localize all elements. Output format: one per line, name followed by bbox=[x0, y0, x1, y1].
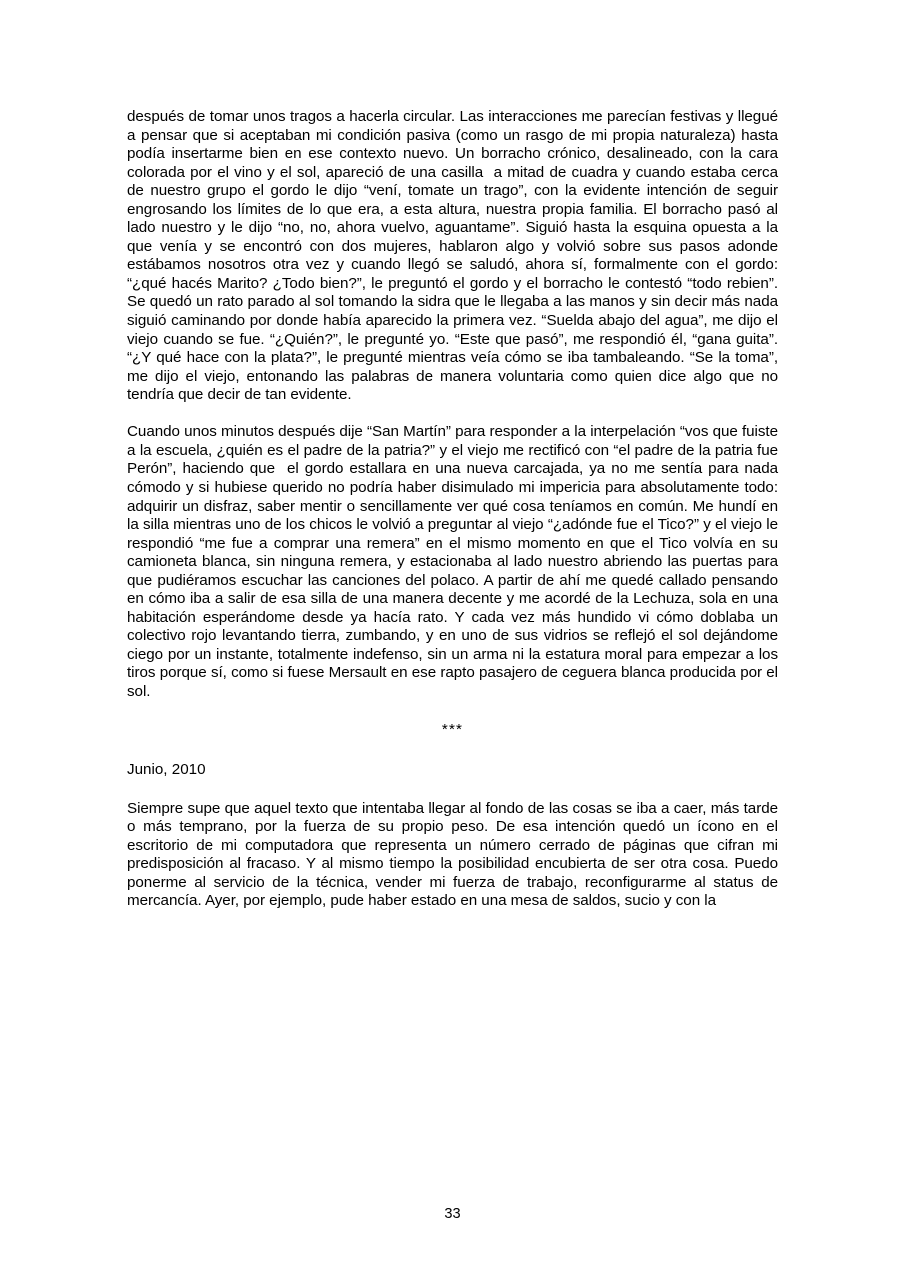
separator-spacer-bottom bbox=[127, 739, 778, 761]
paragraph-1: después de tomar unos tragos a hacerla circular. Las interacciones me parecían festivas y llegué a pensar que si aceptaban mi condición pasiva (como un rasgo de mi propia naturaleza) hasta podía insertarme bien en ese contexto nuevo. Un borracho crónico, desalineado, con la cara colorada por el vino y el sol, apareció de una casilla a mitad de cuadra y cuando estaba cerca de nuestro grupo el gordo le dijo “vení, tomate un trago”, con la evidente intención de seguir engrosando los límites de lo que era, a esta altura, nuestra propia familia. El borracho pasó al lado nuestro y le dijo “no, no, ahora vuelvo, aguantame”. Siguió hasta la esquina opuesta a la que venía y se encontró con dos mujeres, hablaron algo y volvió sobre sus pasos adonde estábamos nosotros otra vez y cuando llegó se saludó, ahora sí, formalmente con el gordo: “¿qué hacés Marito? ¿Todo bien?”, le preguntó el gordo y el borracho le contestó “todo rebien”. Se quedó un rato parado al sol tomando la sidra que le llegaba a las manos y sin decir más nada siguió caminando por donde había aparecido la primera vez. “Suelda abajo del agua”, me dijo el viejo cuando se fue. “¿Quién?”, le pregunté yo. “Este que pasó”, me respondió él, “gana guita”. “¿Y qué hace con la plata?”, le pregunté mientras veía cómo se iba tambaleando. “Se la toma”, me dijo el viejo, entonando las palabras de manera voluntaria como quien dice algo que no tendría que decir de tan evidente. bbox=[127, 108, 783, 404]
date-line: Junio, 2010 bbox=[127, 761, 206, 779]
paragraph-spacer bbox=[127, 405, 778, 424]
paragraph-3: Siempre supe que aquel texto que intentaba llegar al fondo de las cosas se iba a caer, más tarde o más temprano, por la fuerza de su propio peso. De esa intención quedó un ícono en el escritorio de mi computadora que representa un número cerrado de páginas que cifran mi predisposición al fracaso. Y al mismo tiempo la posibilidad encubierta de ser otra cosa. Puedo ponerme al servicio de la técnica, vender mi fuerza de trabajo, reconfigurarme al status de mercancía. Ayer, por ejemplo, pude haber estado en una mesa de saldos, sucio y con la bbox=[127, 799, 783, 910]
paragraph-2: Cuando unos minutos después dije “San Martín” para responder a la interpelación “vos que fuiste a la escuela, ¿quién es el padre de la patria?” y el viejo me rectificó con “el padre de la patria fue Perón”, haciendo que el gordo estallara en una nueva carcajada, ya no me sentía para nada cómodo y si hubiese querido no podría haber disimulado mi impericia para absolutamente todo: adquirir un disfraz, saber mentir o sencillamente ver qué cosa teníamos en común. Me hundí en la silla mientras uno de los chicos le volvió a preguntar al viejo “¿adónde fue el Tico?” y el viejo le respondió “me fue a comprar una remera” en el mismo momento en que el Tico volvía en su camioneta blanca, sin ninguna remera, y estacionaba al lado nuestro abriendo las puertas para que pudiéramos escuchar las canciones del polaco. A partir de ahí me quedé callado pensando en cómo iba a salir de esa silla de una manera decente y me acordé de la Lechuza, sola en una habitación esperándome desde ya hacía rato. Y cada vez más hundido vi cómo doblaba un colectivo rojo levantando tierra, zumbando, y en uno de sus vidrios se reflejó el sol dejándome ciego por un instante, totalmente indefenso, sin un arma ni la estatura moral para empezar a los tiros porque sí, como si fuese Mersault en ese rapto pasajero de ceguera blanca producida por el sol. bbox=[127, 423, 783, 700]
section-separator: *** bbox=[441, 720, 464, 738]
date-spacer bbox=[127, 780, 778, 800]
page-content bbox=[127, 108, 783, 911]
separator-spacer-top bbox=[127, 702, 778, 721]
page-number: 33 bbox=[444, 1206, 461, 1222]
